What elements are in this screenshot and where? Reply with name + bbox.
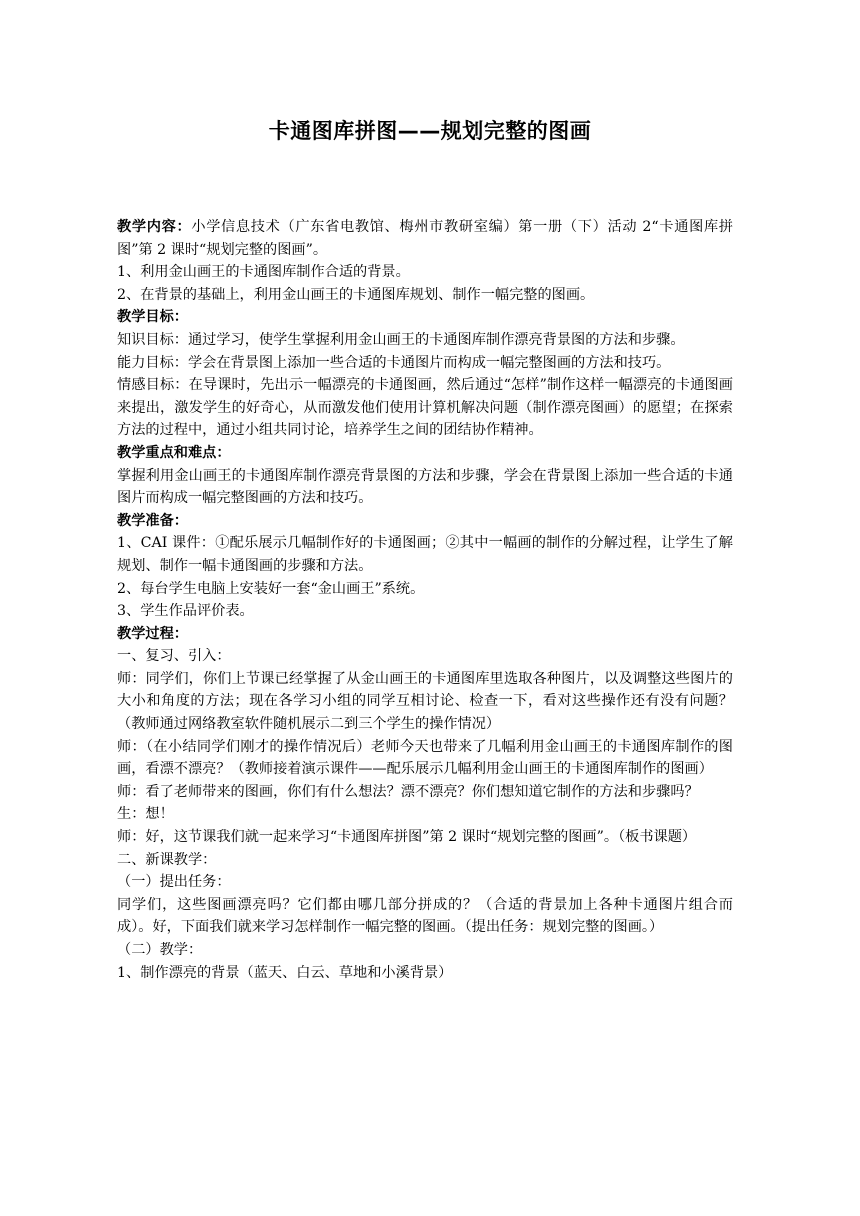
keypoints-text: 掌握利用金山画王的卡通图库制作漂亮背景图的方法和步骤，学会在背景图上添加一些合适的卡通图片而构成一幅完整图画的方法和技巧。 bbox=[117, 467, 733, 507]
prep-heading: 教学准备： bbox=[117, 512, 188, 529]
document-title: 卡通图库拼图——规划完整的图画 bbox=[268, 119, 592, 143]
objective-item: 能力目标：学会在背景图上添加一些合适的卡通图片而构成一幅完整图画的方法和技巧。 bbox=[117, 354, 671, 371]
process-line: （一）提出任务： bbox=[117, 874, 231, 891]
process-line: 生：想！ bbox=[117, 806, 174, 823]
content-label: 教学内容： bbox=[117, 219, 192, 235]
process-line: 一、复习、引入： bbox=[117, 648, 231, 665]
process-line: 师：好，这节课我们就一起来学习“卡通图库拼图”第 2 课时“规划完整的图画”。（板书课题） bbox=[117, 829, 697, 846]
process-line: （二）教学： bbox=[117, 942, 203, 958]
content-item: 2、在背景的基础上，利用金山画王的卡通图库规划、制作一幅完整的图画。 bbox=[117, 286, 595, 303]
document-body bbox=[117, 216, 733, 984]
content-paragraph bbox=[117, 216, 733, 261]
keypoints-heading: 教学重点和难点： bbox=[117, 444, 231, 461]
content-text: 小学信息技术（广东省电教馆、梅州市教研室编）第一册（下）活动 2“卡通图库拼图”第 2 课时“规划完整的图画”。 bbox=[117, 219, 733, 258]
process-line: 师：同学们，你们上节课已经掌握了从金山画王的卡通图库里选取各种图片，以及调整这些图片的大小和角度的方法；现在各学习小组的同学互相讨论、检查一下，看对这些操作还有没有问题？（教师通过网络教室软件随机展示二到三个学生的操作情况） bbox=[117, 670, 733, 733]
objectives-heading: 教学目标： bbox=[117, 309, 188, 326]
prep-item: 3、学生作品评价表。 bbox=[117, 603, 254, 620]
prep-item: 2、每台学生电脑上安装好一套“金山画王”系统。 bbox=[117, 580, 425, 597]
objective-item: 情感目标：在导课时，先出示一幅漂亮的卡通图画，然后通过“怎样”制作这样一幅漂亮的卡通图画来提出，激发学生的好奇心，从而激发他们使用计算机解决问题（制作漂亮图画）的愿望；在探索方法的过程中，通过小组共同讨论，培养学生之间的团结协作精神。 bbox=[117, 377, 733, 439]
process-heading: 教学过程： bbox=[117, 625, 188, 642]
objective-item: 知识目标：通过学习，使学生掌握利用金山画王的卡通图库制作漂亮背景图的方法和步骤。 bbox=[117, 331, 685, 348]
process-line: 师：（在小结同学们刚才的操作情况后）老师今天也带来了几幅利用金山画王的卡通图库制作的图画，看漂不漂亮？（教师接着演示课件——配乐展示几幅利用金山画王的卡通图库制作的图画） bbox=[117, 738, 733, 778]
process-line: 1、制作漂亮的背景（蓝天、白云、草地和小溪背景） bbox=[117, 964, 453, 981]
prep-item: 1、CAI 课件：①配乐展示几幅制作好的卡通图画；②其中一幅画的制作的分解过程，让学生了解规划、制作一幅卡通图画的步骤和方法。 bbox=[117, 535, 733, 574]
process-line: 同学们，这些图画漂亮吗？它们都由哪几部分拼成的？（合适的背景加上各种卡通图片组合而成）。好，下面我们就来学习怎样制作一幅完整的图画。（提出任务：规划完整的图画。） bbox=[117, 896, 733, 936]
content-item: 1、利用金山画王的卡通图库制作合适的背景。 bbox=[117, 264, 410, 281]
process-line: 二、新课教学： bbox=[117, 851, 217, 868]
process-line: 师：看了老师带来的图画，你们有什么想法？漂不漂亮？你们想知道它制作的方法和步骤吗？ bbox=[117, 783, 699, 800]
